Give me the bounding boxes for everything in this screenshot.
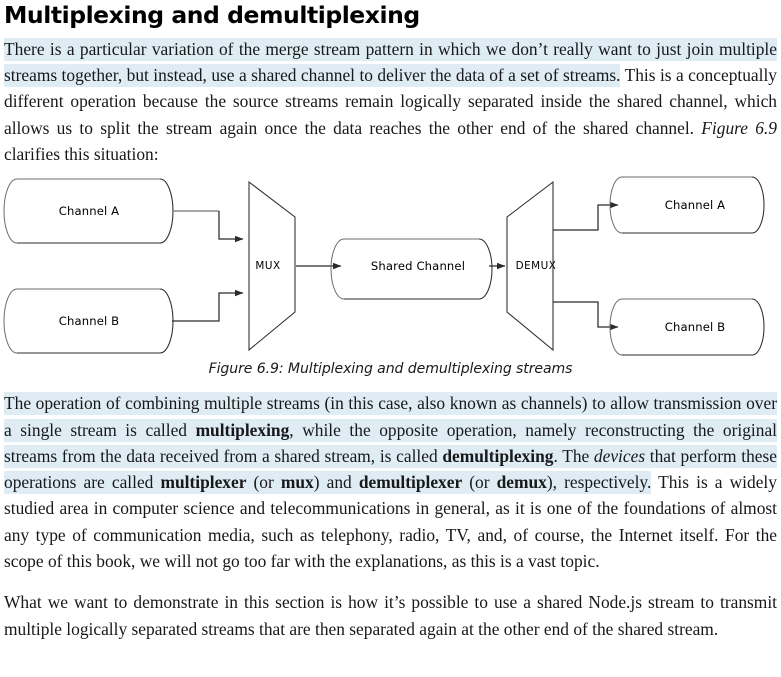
term-demultiplexing: demultiplexing	[442, 445, 554, 466]
node-label-input-channel-a: Channel A	[58, 204, 120, 219]
after-fig-seg5: (or	[246, 472, 281, 493]
node-label-output-channel-a: Channel A	[664, 198, 726, 213]
after-fig-seg2: , while the opposite operation, namely reconstructing the original streams from the data received from a shared stream, is called	[4, 419, 778, 466]
node-label-input-channel-b: Channel B	[58, 314, 120, 329]
diagram-svg	[0, 169, 781, 359]
after-fig-seg4: that perform these operations are called	[4, 445, 777, 493]
page-title: Multiplexing and demultiplexing	[4, 1, 420, 29]
node-input-channel-a	[4, 179, 173, 243]
term-mux: mux	[280, 472, 314, 493]
highlighted-text-intro: There is a particular variation of the merge stream pattern in which we don’t really want to just join multiple streams together, but instead, use a shared channel to deliver the data of a set of streams.	[4, 38, 777, 86]
wire-channel-a-to-mux	[219, 211, 243, 239]
node-demux	[507, 182, 556, 350]
paragraph-intro	[4, 36, 777, 167]
paragraph-closing: What we want to demonstrate in this section is how it’s possible to use a shared Node.js stream to transmit multiple logically separated streams that are then separated again at the other end of the shared stream.	[4, 592, 777, 639]
after-fig-seg7: (or	[462, 472, 497, 493]
paragraph-after-figure-tail: This is a widely studied area in computer science and telecommunications in general, as it is one of the foundations of almost any type of communication media, such as telephony, radio, TV, and, of course, the Internet itself. For the scope of this book, we will not go too far with the explanations, as this is a vast topic.	[4, 472, 777, 571]
node-mux	[249, 182, 295, 350]
term-demux: demux	[496, 472, 547, 493]
node-label-mux: MUX	[255, 260, 281, 273]
paragraph-intro-rest2: clarifies this situation:	[4, 143, 159, 164]
figure-caption: Figure 6.9: Multiplexing and demultiplexing streams	[208, 361, 573, 378]
node-label-demux: DEMUX	[515, 260, 557, 273]
after-fig-seg3: . The	[553, 445, 594, 466]
term-demultiplexer: demultiplexer	[358, 472, 463, 493]
node-input-channel-b	[4, 289, 173, 353]
figure-multiplexing-diagram	[0, 169, 781, 359]
after-fig-seg8: ), respectively.	[546, 472, 652, 493]
node-label-output-channel-b: Channel B	[664, 320, 726, 335]
wire-demux-to-channel-a	[553, 205, 618, 230]
after-fig-seg1: The operation of combining multiple streams (in this case, also known as channels) to allow transmission over a single stream is called	[4, 393, 777, 440]
figure-reference: Figure 6.9	[701, 117, 777, 138]
node-output-channel-a	[610, 177, 764, 233]
wire-channel-b-to-mux	[172, 293, 243, 321]
after-fig-seg6: ) and	[313, 472, 359, 493]
term-multiplexer: multiplexer	[160, 472, 247, 493]
paragraph-intro-rest1: This is a conceptually different operation because the source streams remain logically separated inside the shared channel, which allows us to split the stream again once the data reaches the other end of the shared channel.	[4, 65, 777, 138]
term-multiplexing: multiplexing	[195, 419, 290, 440]
term-devices: devices	[593, 445, 646, 466]
node-label-shared-channel: Shared Channel	[370, 259, 466, 274]
document-page	[0, 2, 781, 677]
paragraph-after-figure	[4, 390, 777, 574]
node-output-channel-b	[610, 299, 764, 355]
wire-demux-to-channel-b	[553, 302, 618, 327]
node-shared-channel	[331, 239, 492, 299]
